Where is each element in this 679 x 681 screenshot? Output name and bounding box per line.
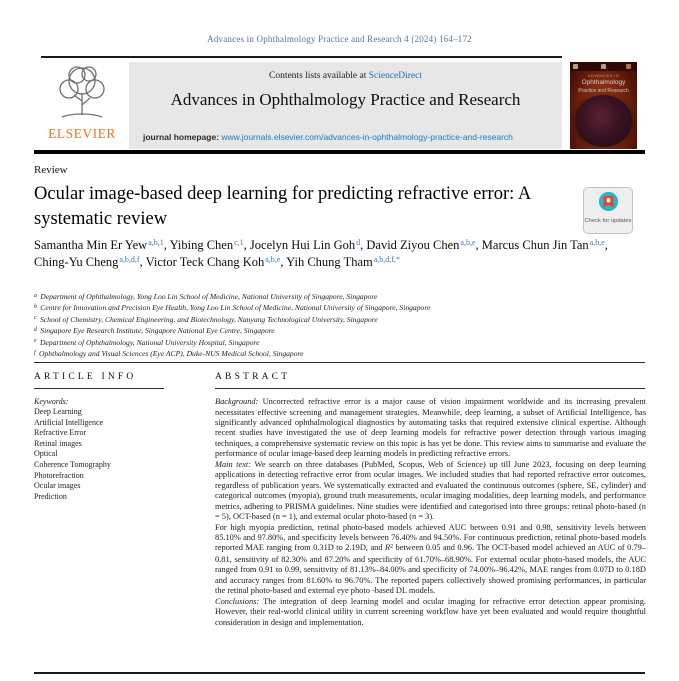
- abstract-text-segment: The integration of deep learning model and ocular imaging for refractive error detection appear promising. However, their real-world clinical utility in current screening workflow have yet been evaluated and would require thoughtful consideration in design and implementation.: [215, 596, 646, 627]
- author-affiliation-superscript: d: [356, 238, 361, 247]
- keyword-item: Deep Learning: [34, 407, 82, 417]
- affiliation-line: $^f$ Ophthalmology and Visual Sciences (Eye ACP), Duke-NUS Medical School, Singapore: [34, 349, 304, 359]
- contents-prefix: Contents lists available at: [268, 71, 369, 81]
- divider: [34, 388, 164, 389]
- author-name: Yibing Chen$^{c,1}$: [169, 238, 244, 252]
- abstract-text-segment: Conclusions:: [215, 596, 264, 606]
- author-affiliation-superscript: c,1: [234, 238, 244, 247]
- abstract-text-segment: Main text:: [215, 459, 255, 469]
- contents-line: [129, 71, 562, 81]
- affiliation-line: $^d$ Singapore Eye Research Institute, Singapore National Eye Centre, Singapore: [34, 326, 275, 336]
- affiliation-line: $^c$ School of Chemistry, Chemical Engineering, and Biotechnology, Nanyang Technological University, Singapore: [34, 314, 378, 324]
- elsevier-tree-icon: [36, 63, 128, 125]
- elsevier-wordmark: ELSEVIER: [48, 126, 116, 141]
- abstract-text-segment: R: [384, 543, 391, 553]
- article-type-label: Review: [34, 164, 68, 176]
- keyword-item: Prediction: [34, 491, 67, 501]
- page-bottom-rule: [34, 672, 645, 674]
- affiliation-marker: c: [34, 315, 37, 322]
- abstract-paragraph: [215, 397, 646, 460]
- keyword-item: Retinal images: [34, 438, 82, 448]
- crossmark-icon: [598, 199, 619, 216]
- affiliation-marker: b: [34, 303, 37, 310]
- author-affiliation-superscript: a,b,d,f,*: [373, 254, 400, 264]
- cover-logo-icon: [573, 64, 578, 69]
- abstract-paragraph: [215, 460, 646, 523]
- author-affiliation-superscript: a,b,e: [460, 238, 476, 247]
- cover-logo-icon: [626, 64, 631, 69]
- check-for-updates-badge[interactable]: [583, 187, 633, 234]
- journal-cover-thumbnail: [570, 62, 637, 149]
- divider: [215, 388, 645, 389]
- cover-logo-icon: [601, 64, 606, 69]
- affiliation-marker: e: [34, 338, 37, 345]
- abstract-heading: ABSTRACT: [215, 372, 291, 382]
- affiliation-marker: d: [34, 326, 37, 333]
- article-info-heading: ARTICLE INFO: [34, 372, 137, 382]
- homepage-label: journal homepage:: [143, 132, 222, 142]
- article-info-column: [34, 372, 186, 502]
- abstract-paragraph: [215, 523, 646, 597]
- journal-header-box: [129, 62, 562, 149]
- author-name: Marcus Chun Jin Tan$^{a,b,e}$: [481, 238, 605, 252]
- author-affiliation-superscript: a,b,e: [589, 238, 605, 247]
- affiliation-line: $^b$ Centre for Innovation and Precision Eye Health, Yong Loo Lin School of Medicine, National University of Singapore, Singapore: [34, 303, 431, 313]
- affiliation-list: [34, 292, 634, 360]
- divider: [34, 362, 645, 363]
- elsevier-logo: [36, 63, 128, 148]
- header-divider-bar: [34, 150, 645, 154]
- author-affiliation-superscript: a,b,d,f: [119, 254, 140, 264]
- cover-series-label: ADVANCES IN: [587, 73, 620, 78]
- author-name: Samantha Min Er Yew$^{a,b,1}$: [34, 238, 164, 252]
- author-affiliation-superscript: a,b,e: [265, 254, 281, 264]
- cover-title-line2: Practice and Research: [578, 88, 629, 94]
- keyword-item: Refractive Error: [34, 428, 87, 438]
- article-title: Ocular image-based deep learning for predicting refractive error: A systematic review: [34, 184, 531, 229]
- author-name: Jocelyn Hui Lin Goh$^d$: [249, 238, 361, 252]
- author-affiliation-superscript: a,b,1: [148, 238, 164, 247]
- journal-title: Advances in Ophthalmology Practice and Research: [170, 90, 521, 109]
- check-for-updates-label: Check for updates: [584, 218, 632, 224]
- author-list: Samantha Min Er Yew$^{a,b,1}$, Yibing Chen$^{c,1}$, Jocelyn Hui Lin Goh$^d$, David Ziyou Chen$^{a,b,e}$, Marcus Chun Jin Tan$^{a,b,e}$, Ching-Yu Cheng$^{a,b,d,f}$, Victor Teck Chang Koh$^{a,b,e}$, Yih Chung Tham$^{a,b,d,f,*}$: [34, 238, 608, 269]
- keyword-item: Coherence Tomography: [34, 460, 111, 470]
- cover-fundus-image: [575, 95, 632, 147]
- sciencedirect-link[interactable]: ScienceDirect: [368, 71, 422, 81]
- keyword-item: Ocular images: [34, 481, 81, 491]
- affiliation-marker: a: [34, 292, 37, 299]
- homepage-url-link[interactable]: www.journals.elsevier.com/advances-in-ophthalmology-practice-and-research: [221, 132, 513, 142]
- author-name: David Ziyou Chen$^{a,b,e}$: [366, 238, 476, 252]
- keyword-item: Photorefraction: [34, 470, 84, 480]
- keywords-label: Keywords:: [34, 397, 69, 407]
- author-name: Victor Teck Chang Koh$^{a,b,e}$: [145, 254, 281, 269]
- author-name: Yih Chung Tham$^{a,b,d,f,*}$: [286, 254, 400, 269]
- abstract-text-segment: Background:: [215, 397, 263, 407]
- keyword-item: Artificial Intelligence: [34, 417, 104, 427]
- abstract-body: [215, 397, 646, 628]
- affiliation-line: $^a$ Department of Ophthalmology, Yong Loo Lin School of Medicine, National University of Singapore, Singapore: [34, 292, 378, 301]
- cover-title-line: Ophthalmology: [581, 79, 626, 86]
- abstract-paragraph: [215, 597, 646, 628]
- divider: [41, 56, 562, 58]
- abstract-text-segment: 2: [390, 543, 394, 550]
- journal-citation-line: Advances in Ophthalmology Practice and Research 4 (2024) 164–172: [207, 34, 472, 44]
- abstract-column: [215, 372, 646, 628]
- abstract-text-segment: Uncorrected refractive error is a major cause of vision impairment worldwide and its increasing prevalent necessitates effective screening and management strategies. Meanwhile, deep learning, a subset of Artificial Intelligence, has significantly advanced ophthalmological diagnostics by automating tasks that required extensive clinical expertise. Although recent studies have investigated the use of deep learning models for refractive power detection through various imaging techniques, a comprehensive systematic review on this topic is has yet be done. This review aims to summarise and evaluate the performance of ocular image-based deep learning models in predicting refractive errors.: [215, 397, 646, 459]
- abstract-text-segment: For high myopia prediction, retinal photo-based models achieved AUC between 0.91 and 0.98, sensitivity levels between 85.10% and 97.80%, and specificity levels between 76.40% and 94.50%. For continuous prediction, retinal photo-based models reported MAE ranging from 0.31D to 2.19D, and: [215, 522, 646, 553]
- journal-homepage-line: [143, 132, 513, 142]
- keywords-list: [34, 407, 186, 502]
- author-name: Ching-Yu Cheng$^{a,b,d,f}$: [34, 254, 140, 269]
- affiliation-marker: f: [34, 349, 36, 356]
- abstract-text-segment: between 0.05 and 0.96. The OCT-based model achieved an AUC of 0.79–0.81, sensitivity of 82.30% and 87.20% and specificity of 61.70%–68.90%. For external ocular photo-based models, the AUC ranged from 0.91 to 0.99, sensitivity of 81.13%–84.00% and specificity of 74.00%–96.42%, MAE ranges from 0.07D to 0.18D and accuracy ranges from 81.60% to 96.70%. The reported papers collectively showed promising performances, in particular the retinal photo-based and external eye photo -based DL models.: [215, 543, 646, 596]
- abstract-text-segment: We search on three databases (PubMed, Scopus, Web of Science) up till June 2023, focusing on deep learning applications in detecting refractive error from ocular images. We included studies that had reported refractive error outcomes, regardless of publication years. We systematically extracted and evaluated the continuous outcomes (sphere, SE, cylinder) and categorical outcomes (myopia), ground truth measurements, ocular imaging modalities, deep learning models, and performance metrics, adhering to PRISMA guidelines. Nine studies were identified and categorised into three groups: retinal photo-based (n = 5), OCT-based (n = 1), and external ocular photo-based (n = 3).: [215, 459, 646, 522]
- affiliation-line: $^e$ Department of Ophthalmology, National University Hospital, Singapore: [34, 337, 260, 347]
- keyword-item: Optical: [34, 449, 58, 459]
